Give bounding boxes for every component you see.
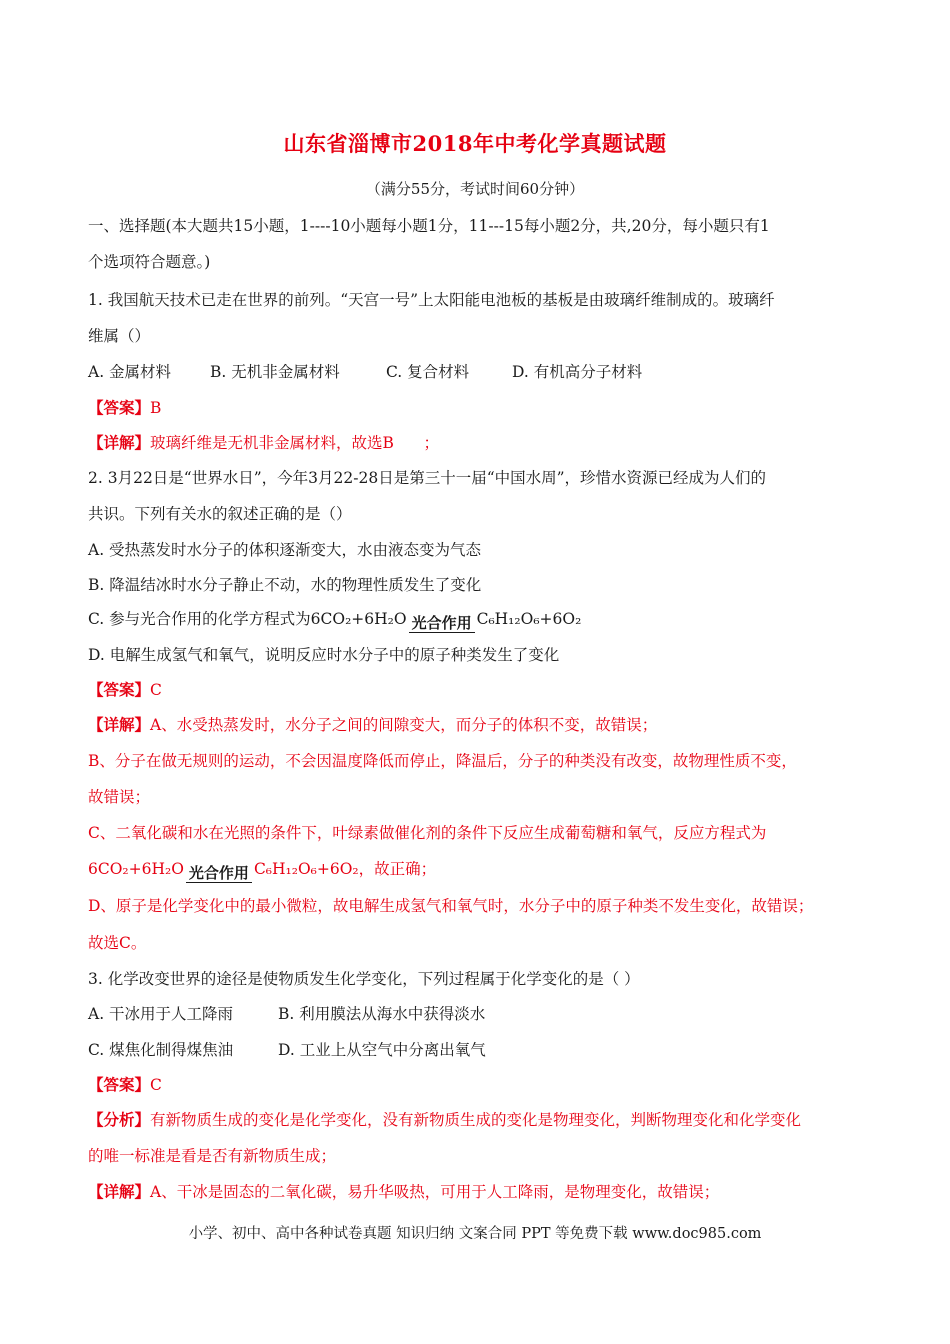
q3-analysis-1 xyxy=(88,1110,868,1130)
q2-stem-line1: 2. 3月22日是“世界水日”，今年3月22-28日是第三十一届“中国水周”，珍惜水资源已经成为人们的 xyxy=(88,469,767,487)
reaction-condition: 光合作用 xyxy=(411,614,472,632)
q3-option-b: B. 利用膜法从海水中获得淡水 xyxy=(278,1005,486,1023)
q1-option-d: D. 有机高分子材料 xyxy=(512,363,643,381)
page-footer: 小学、初中、高中各种试卷真题 知识归纳 文案合同 PPT 等免费下载 www.doc985.com xyxy=(188,1226,762,1242)
doc-subtitle: （满分55分，考试时间60分钟） xyxy=(365,180,585,198)
q1-explanation xyxy=(88,433,868,453)
explain-tag: 【详解】 xyxy=(88,1182,151,1201)
q3-explanation-1 xyxy=(88,1182,868,1202)
explain-tag: 【详解】 xyxy=(88,715,151,734)
arrow-line xyxy=(186,882,252,883)
arrow-line xyxy=(409,632,475,633)
q3-option-c: C. 煤焦化制得煤焦油 xyxy=(88,1041,234,1059)
q3-option-d: D. 工业上从空气中分离出氧气 xyxy=(278,1041,486,1059)
answer-tag: 【答案】 xyxy=(88,398,151,417)
explain-text: A、干冰是固态的二氧化碳，易升华吸热，可用于人工降雨，是物理变化，故错误； xyxy=(150,1183,720,1201)
q3-analysis-2: 的唯一标准是看是否有新物质生成； xyxy=(88,1147,337,1165)
q2-option-c xyxy=(88,609,868,633)
answer-tag: 【答案】 xyxy=(88,1075,151,1094)
equation-right: C₆H₁₂O₆+6O₂ xyxy=(476,610,582,628)
section-heading-line1: 一、选择题(本大题共15小题，1----10小题每小题1分，11---15每小题2分，共,20分，每小题只有1 xyxy=(88,217,770,235)
equation-left: C. 参与光合作用的化学方程式为6CO₂+6H₂O xyxy=(88,610,407,628)
q1-answer xyxy=(88,398,868,418)
analysis-tag: 【分析】 xyxy=(88,1110,151,1129)
q2-option-a: A. 受热蒸发时水分子的体积逐渐变大，水由液态变为气态 xyxy=(88,541,482,559)
explain-tag: 【详解】 xyxy=(88,433,151,452)
equation-right: C₆H₁₂O₆+6O₂，故正确； xyxy=(253,860,437,878)
q1-options xyxy=(88,362,868,382)
q2-explanation-7: 故选C。 xyxy=(88,934,147,952)
q2-option-b: B. 降温结冰时水分子静止不动，水的物理性质发生了变化 xyxy=(88,576,482,594)
doc-title: 山东省淄博市2018年中考化学真题试题 xyxy=(283,131,667,156)
q1-stem-line1: 1. 我国航天技术已走在世界的前列。“天宫一号”上太阳能电池板的基板是由玻璃纤维制成的。玻璃纤 xyxy=(88,291,775,309)
equation-left: 6CO₂+6H₂O xyxy=(88,860,184,878)
q2-explanation-4: C、二氧化碳和水在光照的条件下，叶绿素做催化剂的条件下反应生成葡萄糖和氧气，反应方程式为 xyxy=(88,824,767,842)
explain-text: A、水受热蒸发时，水分子之间的间隙变大，而分子的体积不变，故错误； xyxy=(150,716,658,734)
q2-explanation-6: D、原子是化学变化中的最小微粒，故电解生成氢气和氧气时，水分子中的原子种类不发生变化，故错误； xyxy=(88,897,814,915)
reaction-arrow xyxy=(409,615,475,633)
section-heading-line2: 个选项符合题意。) xyxy=(88,253,211,271)
q2-stem-line2: 共识。下列有关水的叙述正确的是（） xyxy=(88,505,352,523)
reaction-arrow xyxy=(186,865,252,883)
q2-option-d: D. 电解生成氢气和氧气，说明反应时水分子中的原子种类发生了变化 xyxy=(88,646,560,664)
q1-option-a: A. 金属材料 xyxy=(88,363,172,381)
q2-answer xyxy=(88,680,868,700)
q2-explanation-3: 故错误； xyxy=(88,788,151,806)
explain-text: 玻璃纤维是无机非金属材料，故选B ； xyxy=(150,434,439,452)
q3-answer xyxy=(88,1075,868,1095)
q2-explanation-2: B、分子在做无规则的运动，不会因温度降低而停止，降温后，分子的种类没有改变，故物理性质不变， xyxy=(88,752,797,770)
reaction-condition: 光合作用 xyxy=(188,864,249,882)
q3-options-cd xyxy=(88,1040,868,1060)
answer-value: C xyxy=(150,681,162,699)
q3-options-ab xyxy=(88,1004,868,1024)
analysis-text: 有新物质生成的变化是化学变化，没有新物质生成的变化是物理变化，判断物理变化和化学变化 xyxy=(150,1111,802,1129)
q3-stem: 3. 化学改变世界的途径是使物质发生化学变化，下列过程属于化学变化的是（ ） xyxy=(88,970,640,988)
answer-tag: 【答案】 xyxy=(88,680,151,699)
q2-explanation-1 xyxy=(88,715,868,735)
answer-value: B xyxy=(150,399,162,417)
q2-explanation-5 xyxy=(88,859,868,883)
q3-option-a: A. 干冰用于人工降雨 xyxy=(88,1005,234,1023)
q1-stem-line2: 维属（） xyxy=(88,327,151,345)
q1-option-b: B. 无机非金属材料 xyxy=(210,363,340,381)
answer-value: C xyxy=(150,1076,162,1094)
q1-option-c: C. 复合材料 xyxy=(386,363,470,381)
